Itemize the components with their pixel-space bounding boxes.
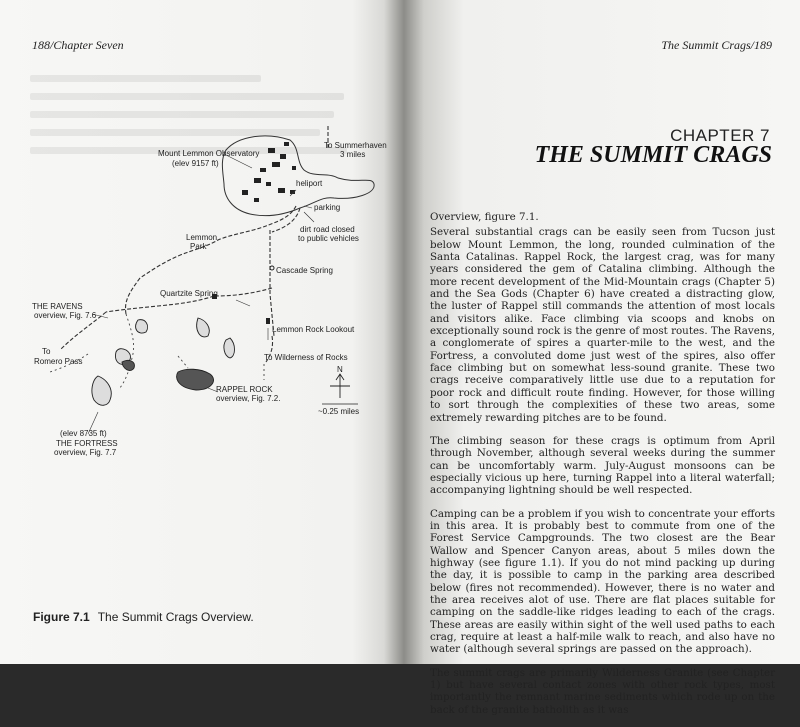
figure-caption bbox=[33, 610, 254, 624]
label-parking: parking bbox=[314, 203, 341, 212]
label-to-romero-2: Romero Pass bbox=[34, 357, 83, 366]
lookout-marker bbox=[266, 318, 270, 324]
label-cascade-spring: Cascade Spring bbox=[276, 266, 333, 275]
figure-label: Figure 7.1 bbox=[33, 610, 90, 624]
label-fortress-elev: (elev 8735 ft) bbox=[60, 429, 107, 438]
label-to-summerhaven: To Summerhaven bbox=[324, 141, 387, 150]
label-to-romero-1: To bbox=[42, 347, 51, 356]
label-scale: ~0.25 miles bbox=[318, 407, 360, 416]
body-text bbox=[430, 211, 775, 727]
label-north: N bbox=[337, 365, 343, 374]
chapter-label: CHAPTER 7 bbox=[670, 126, 770, 145]
cascade-spring-marker bbox=[270, 266, 274, 270]
paragraph: The summit crags are primarily Wilderness Granite (see Chapter 1) but have several contact zones with other rock types, most importantly the remnant marine sediments which rode up on the back of the granite batholith as it was bbox=[430, 666, 775, 716]
label-heliport: heliport bbox=[296, 179, 323, 188]
label-fortress-ref: overview, Fig. 7.7 bbox=[54, 448, 117, 457]
label-dirt-road-2: to public vehicles bbox=[298, 234, 359, 243]
left-running-head: 188/Chapter Seven bbox=[32, 38, 124, 52]
figure-caption-text: The Summit Crags Overview. bbox=[97, 610, 254, 624]
paragraph: Camping can be a problem if you wish to concentrate your efforts in this area. It is probably best to commute from one of the Forest Service Campgrounds. The two closest are the Bear Wallow and Spencer Canyon areas, about 5 miles down the highway (see figure 1.1). If you do not mind packing up during the day, it is possible to camp in the parking area described below (fires not recommended). However, there is no water and the area receives alot of use. There are flat places suitable for camping on the saddle-like ridges leading to each of the crags. These areas are easily within sight of the well used paths to each crag, require at least a half-mile walk to reach, and also have no water (although several springs are passed on the approach). bbox=[430, 507, 775, 656]
label-dirt-road-1: dirt road closed bbox=[300, 225, 355, 234]
paragraph: The climbing season for these crags is optimum from April through November, although several weeks during the summer can be uncomfortably warm. July-August monsoons can be especially vicious up here, turning Rappel into a literal waterfall; accompanying lightning should be well respected. bbox=[430, 434, 775, 497]
left-page bbox=[0, 0, 395, 664]
label-ravens-ref: overview, Fig. 7.6 bbox=[34, 311, 97, 320]
overview-map bbox=[28, 118, 388, 478]
label-lemmon-rock-lookout: Lemmon Rock Lookout bbox=[272, 325, 355, 334]
right-running-head: The Summit Crags/189 bbox=[661, 38, 772, 52]
label-observatory-elev: (elev 9157 ft) bbox=[172, 159, 219, 168]
label-to-wilderness: To Wilderness of Rocks bbox=[264, 353, 348, 362]
label-quartzite-spring: Quartzite Spring bbox=[160, 289, 218, 298]
rock-formations bbox=[92, 318, 235, 405]
label-rappel-ref: overview, Fig. 7.2. bbox=[216, 394, 281, 403]
label-lemmon-park-1: Lemmon bbox=[186, 233, 218, 242]
north-arrow bbox=[330, 374, 350, 398]
label-summerhaven-dist: 3 miles bbox=[340, 150, 366, 159]
paragraph: Several substantial crags can be easily seen from Tucson just below Mount Lemmon, the long, rounded culmination of the Santa Catalinas. Rappel Rock, the largest crag, was for many years considered the gem of Catalina climbing. Although the more recent development of the Mid-Mountain crags (Chapter 5) and the Sea Gods (Chapter 6) have created a distracting glow, the luster of Rappel still commands the attention of most locals and visitors alike. Face climbing via scoops and knobs on exceptionally sound rock is the genre of most routes. The Ravens, a conglomerate of spires a quarter-mile to the west, and the Fortress, a convoluted dome just west of the spires, also offer face climbing but on somewhat less-sound granite. These two crags receive comparatively little use due to a reputation for poor rock and difficult route finding. However, for those willing to sort through the complexities of these two areas, some extremely rewarding pitches are to be found. bbox=[430, 226, 775, 424]
label-rappel-rock: RAPPEL ROCK bbox=[216, 385, 273, 394]
label-observatory: Mount Lemmon Observatory bbox=[158, 149, 260, 158]
right-page bbox=[405, 0, 800, 716]
chapter-title: THE SUMMIT CRAGS bbox=[534, 142, 772, 168]
paragraph: Overview, figure 7.1. bbox=[430, 211, 539, 223]
label-lemmon-park-2: Park bbox=[190, 242, 207, 251]
label-the-ravens: THE RAVENS bbox=[32, 302, 83, 311]
label-the-fortress: THE FORTRESS bbox=[56, 439, 118, 448]
